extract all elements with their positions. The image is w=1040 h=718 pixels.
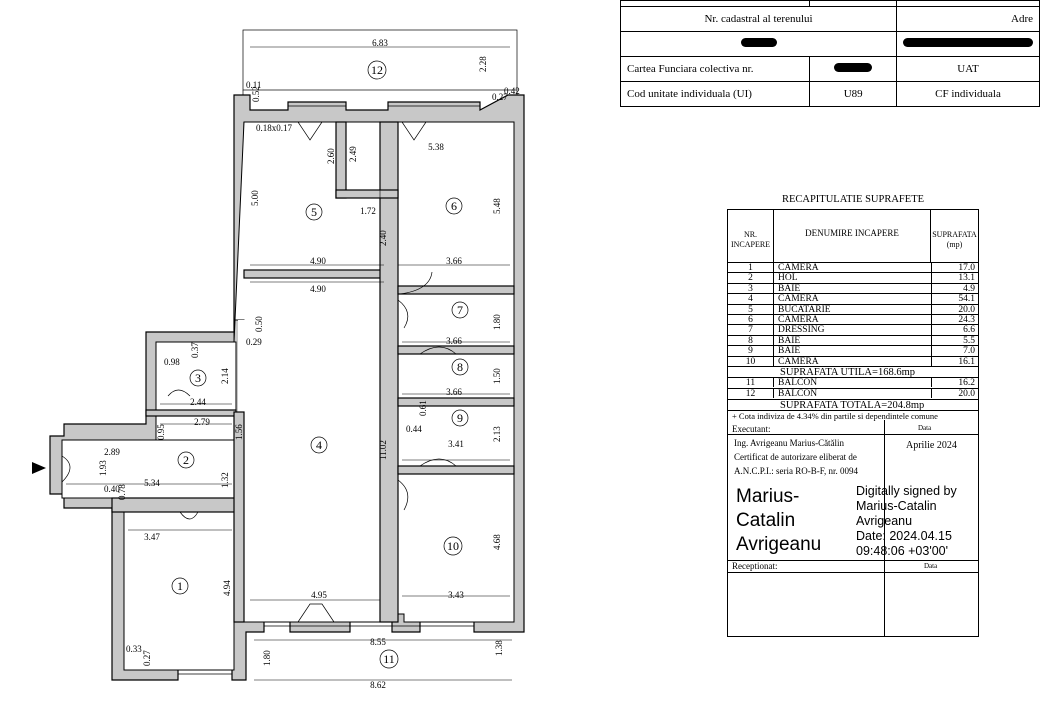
- dim-label: 0.29: [246, 337, 262, 347]
- recap-row: [728, 335, 978, 345]
- dim-label: 2.79: [194, 417, 210, 427]
- dim-label: 0.98: [164, 357, 180, 367]
- col-area-header: SUPRAFATA (mp): [932, 230, 977, 249]
- dim-label: 2.28: [478, 56, 488, 72]
- row-area: 6.6: [931, 325, 978, 334]
- execution-date: Aprilie 2024: [906, 440, 957, 451]
- entrance-arrow-icon: [32, 462, 46, 474]
- util-row: [728, 366, 978, 377]
- row-nr: 2: [728, 273, 774, 282]
- row-name: BAIE: [778, 335, 801, 346]
- engineer-name: Ing. Avrigeanu Marius-Cătălin: [734, 438, 845, 448]
- dim-label: 4.90: [310, 256, 326, 266]
- row-area: 20.0: [931, 305, 978, 314]
- address-label: Adre: [897, 7, 1040, 32]
- signature-name: [736, 485, 821, 557]
- signature-name-line: Marius-: [736, 486, 800, 507]
- dim-label: 3.43: [448, 590, 464, 600]
- room-number: 8: [457, 360, 463, 374]
- dim-label: 3.66: [446, 336, 462, 346]
- room-number: 5: [311, 205, 317, 219]
- recap-row: [728, 272, 978, 282]
- dim-label: 3.66: [446, 256, 462, 266]
- row-nr: 6: [728, 315, 774, 324]
- unit-code-label: Cod unitate individuala (UI): [621, 82, 810, 107]
- row-name: CAMERA: [778, 263, 819, 273]
- dim-label: 5.48: [492, 198, 502, 214]
- row-area: 20.0: [931, 389, 978, 398]
- row-nr: 4: [728, 294, 774, 303]
- room-number: 9: [457, 411, 463, 425]
- signature-info-line: Marius-Catalin: [856, 499, 937, 513]
- dim-label: 1.50: [492, 368, 502, 384]
- cf-collective-label: Cartea Funciara colectiva nr.: [621, 57, 810, 82]
- row-nr: 7: [728, 325, 774, 334]
- dim-label: 4.68: [492, 534, 502, 550]
- row-area: 17.0: [931, 263, 978, 272]
- dim-label: 4.95: [311, 590, 327, 600]
- recap-row: [728, 345, 978, 355]
- room-number: 11: [383, 652, 395, 666]
- dim-label: 2.44: [190, 397, 206, 407]
- dim-label: 5.34: [144, 478, 160, 488]
- dim-label: 2.14: [220, 368, 230, 384]
- dim-label: 1.93: [98, 460, 108, 476]
- signature-name-line: Avrigeanu: [736, 534, 822, 555]
- dim-label: 0.78: [117, 484, 127, 500]
- dim-label: 1.32: [220, 472, 230, 488]
- row-name: BALCON: [778, 389, 818, 399]
- uat-label: UAT: [897, 57, 1040, 82]
- row-area: 16.2: [931, 378, 978, 387]
- room-number: 2: [183, 453, 189, 467]
- dim-label: 0.95: [156, 424, 166, 440]
- room-number: 4: [316, 438, 322, 452]
- dim-label: 0.52: [251, 86, 261, 102]
- dim-label: 0.27: [142, 650, 152, 666]
- dim-label: 0.18x0.17: [256, 123, 292, 133]
- dim-label: 0.61: [418, 400, 428, 416]
- row-area: 24.3: [931, 315, 978, 324]
- row-nr: 11: [728, 378, 774, 387]
- balcony-row: [728, 377, 978, 387]
- room-number: 1: [177, 579, 183, 593]
- recap-row: [728, 293, 978, 303]
- total-row: [728, 399, 978, 410]
- signature-info-line: Digitally signed by: [856, 484, 957, 498]
- recap-row: [728, 314, 978, 324]
- balcony-row: [728, 388, 978, 398]
- dim-label: 1.56: [234, 424, 244, 440]
- room-number: 12: [371, 63, 383, 77]
- row-name: CAMERA: [778, 294, 819, 305]
- unit-code-value: U89: [810, 82, 897, 107]
- signature-info-line: Avrigeanu: [856, 514, 913, 528]
- room-number: 6: [451, 199, 457, 213]
- redacted-mark: [903, 38, 1033, 47]
- signature-info-line: 09:48:06 +03'00': [856, 544, 949, 558]
- row-area: 54.1: [931, 294, 978, 303]
- dim-label: 8.62: [370, 680, 386, 690]
- recap-row: [728, 304, 978, 314]
- redacted-mark: [834, 63, 872, 72]
- row-area: 4.9: [931, 284, 978, 293]
- dim-label: 1.38: [494, 640, 504, 656]
- dim-label: 0.11: [246, 80, 262, 90]
- col-name-header: DENUMIRE INCAPERE: [774, 210, 931, 262]
- row-nr: 12: [728, 389, 774, 398]
- room-number: 10: [447, 539, 459, 553]
- row-nr: 9: [728, 346, 774, 355]
- dim-label: 4.94: [222, 580, 232, 596]
- dim-label: 0.42: [504, 86, 520, 96]
- row-nr: 3: [728, 284, 774, 293]
- util-text: SUPRAFATA UTILA=168.6mp: [780, 367, 915, 378]
- cf-individual-label: CF individuala: [897, 82, 1040, 107]
- dim-label: 1.72: [360, 206, 376, 216]
- dim-label: 5.38: [428, 142, 444, 152]
- receptionat-label: Receptionat:: [732, 561, 778, 571]
- dim-label: 0.44: [406, 424, 422, 434]
- cadastral-info-table: [620, 0, 1033, 100]
- cota-note: + Cota indiviza de 4.34% din partile si dependintele comune: [728, 410, 978, 421]
- executant-date-label: Data: [918, 424, 932, 432]
- dim-label: 2.13: [492, 426, 502, 442]
- row-name: BAIE: [778, 346, 801, 357]
- dim-label: 4.90: [310, 284, 326, 294]
- redacted-mark: [741, 38, 777, 47]
- dim-label: 0.37: [190, 342, 200, 358]
- dim-label: 8.55: [370, 637, 386, 647]
- row-name: DRESSING: [778, 325, 825, 336]
- row-nr: 5: [728, 305, 774, 314]
- signature-info-line: Date: 2024.04.15: [856, 529, 952, 543]
- dim-label: 5.00: [250, 190, 260, 206]
- executant-label: Executant:: [732, 424, 771, 434]
- row-area: 5.5: [931, 336, 978, 345]
- row-area: 7.0: [931, 346, 978, 355]
- row-area: 16.1: [931, 357, 978, 366]
- dim-label: 1.80: [262, 650, 272, 666]
- signature-name-line: Catalin: [736, 510, 796, 531]
- dim-label: 3.66: [446, 387, 462, 397]
- recap-row: [728, 283, 978, 293]
- dim-label: 2.89: [104, 447, 120, 457]
- digital-signature-info: [856, 484, 957, 559]
- dim-label: 2.49: [348, 146, 358, 162]
- recap-row: [728, 324, 978, 334]
- total-text: SUPRAFATA TOTALA=204.8mp: [780, 400, 925, 411]
- dim-label: 0.27: [492, 92, 508, 102]
- row-nr: 10: [728, 357, 774, 366]
- col-nr-header: NR. INCAPERE: [728, 210, 774, 262]
- recap-row: [728, 356, 978, 366]
- dim-label: 0.50: [254, 316, 264, 332]
- dim-label: 0.40: [104, 484, 120, 494]
- row-name: BAIE: [778, 283, 801, 294]
- row-nr: 1: [728, 263, 774, 272]
- row-area: 13.1: [931, 273, 978, 282]
- dim-label: 11.02: [378, 440, 388, 460]
- dim-label: 2.60: [326, 148, 336, 164]
- row-nr: 8: [728, 336, 774, 345]
- dim-label: 0.33: [126, 644, 142, 654]
- row-name: CAMERA: [778, 356, 819, 367]
- dim-label: 2.40: [378, 230, 388, 246]
- cadastral-number-label: Nr. cadastral al terenului: [621, 7, 897, 32]
- recap-title: RECAPITULATIE SUPRAFETE: [781, 194, 925, 205]
- row-name: BALCON: [778, 378, 818, 388]
- recap-table: [727, 209, 979, 637]
- dim-label: 3.41: [448, 439, 464, 449]
- room-number: 7: [457, 303, 463, 317]
- dim-label: 3.47: [144, 532, 160, 542]
- row-name: BUCATARIE: [778, 304, 831, 315]
- certificate-line-2: A.N.C.P.I.: seria RO-B-F, nr. 0094: [734, 466, 859, 476]
- row-name: CAMERA: [778, 315, 819, 325]
- row-name: HOL: [778, 273, 798, 284]
- dim-label: 6.83: [372, 38, 388, 48]
- certificate-line-1: Certificat de autorizare eliberat de: [734, 452, 857, 462]
- room-number: 3: [195, 371, 201, 385]
- recap-row: [728, 262, 978, 272]
- dim-label: 1.80: [492, 314, 502, 330]
- receptionat-date-label: Data: [924, 562, 938, 570]
